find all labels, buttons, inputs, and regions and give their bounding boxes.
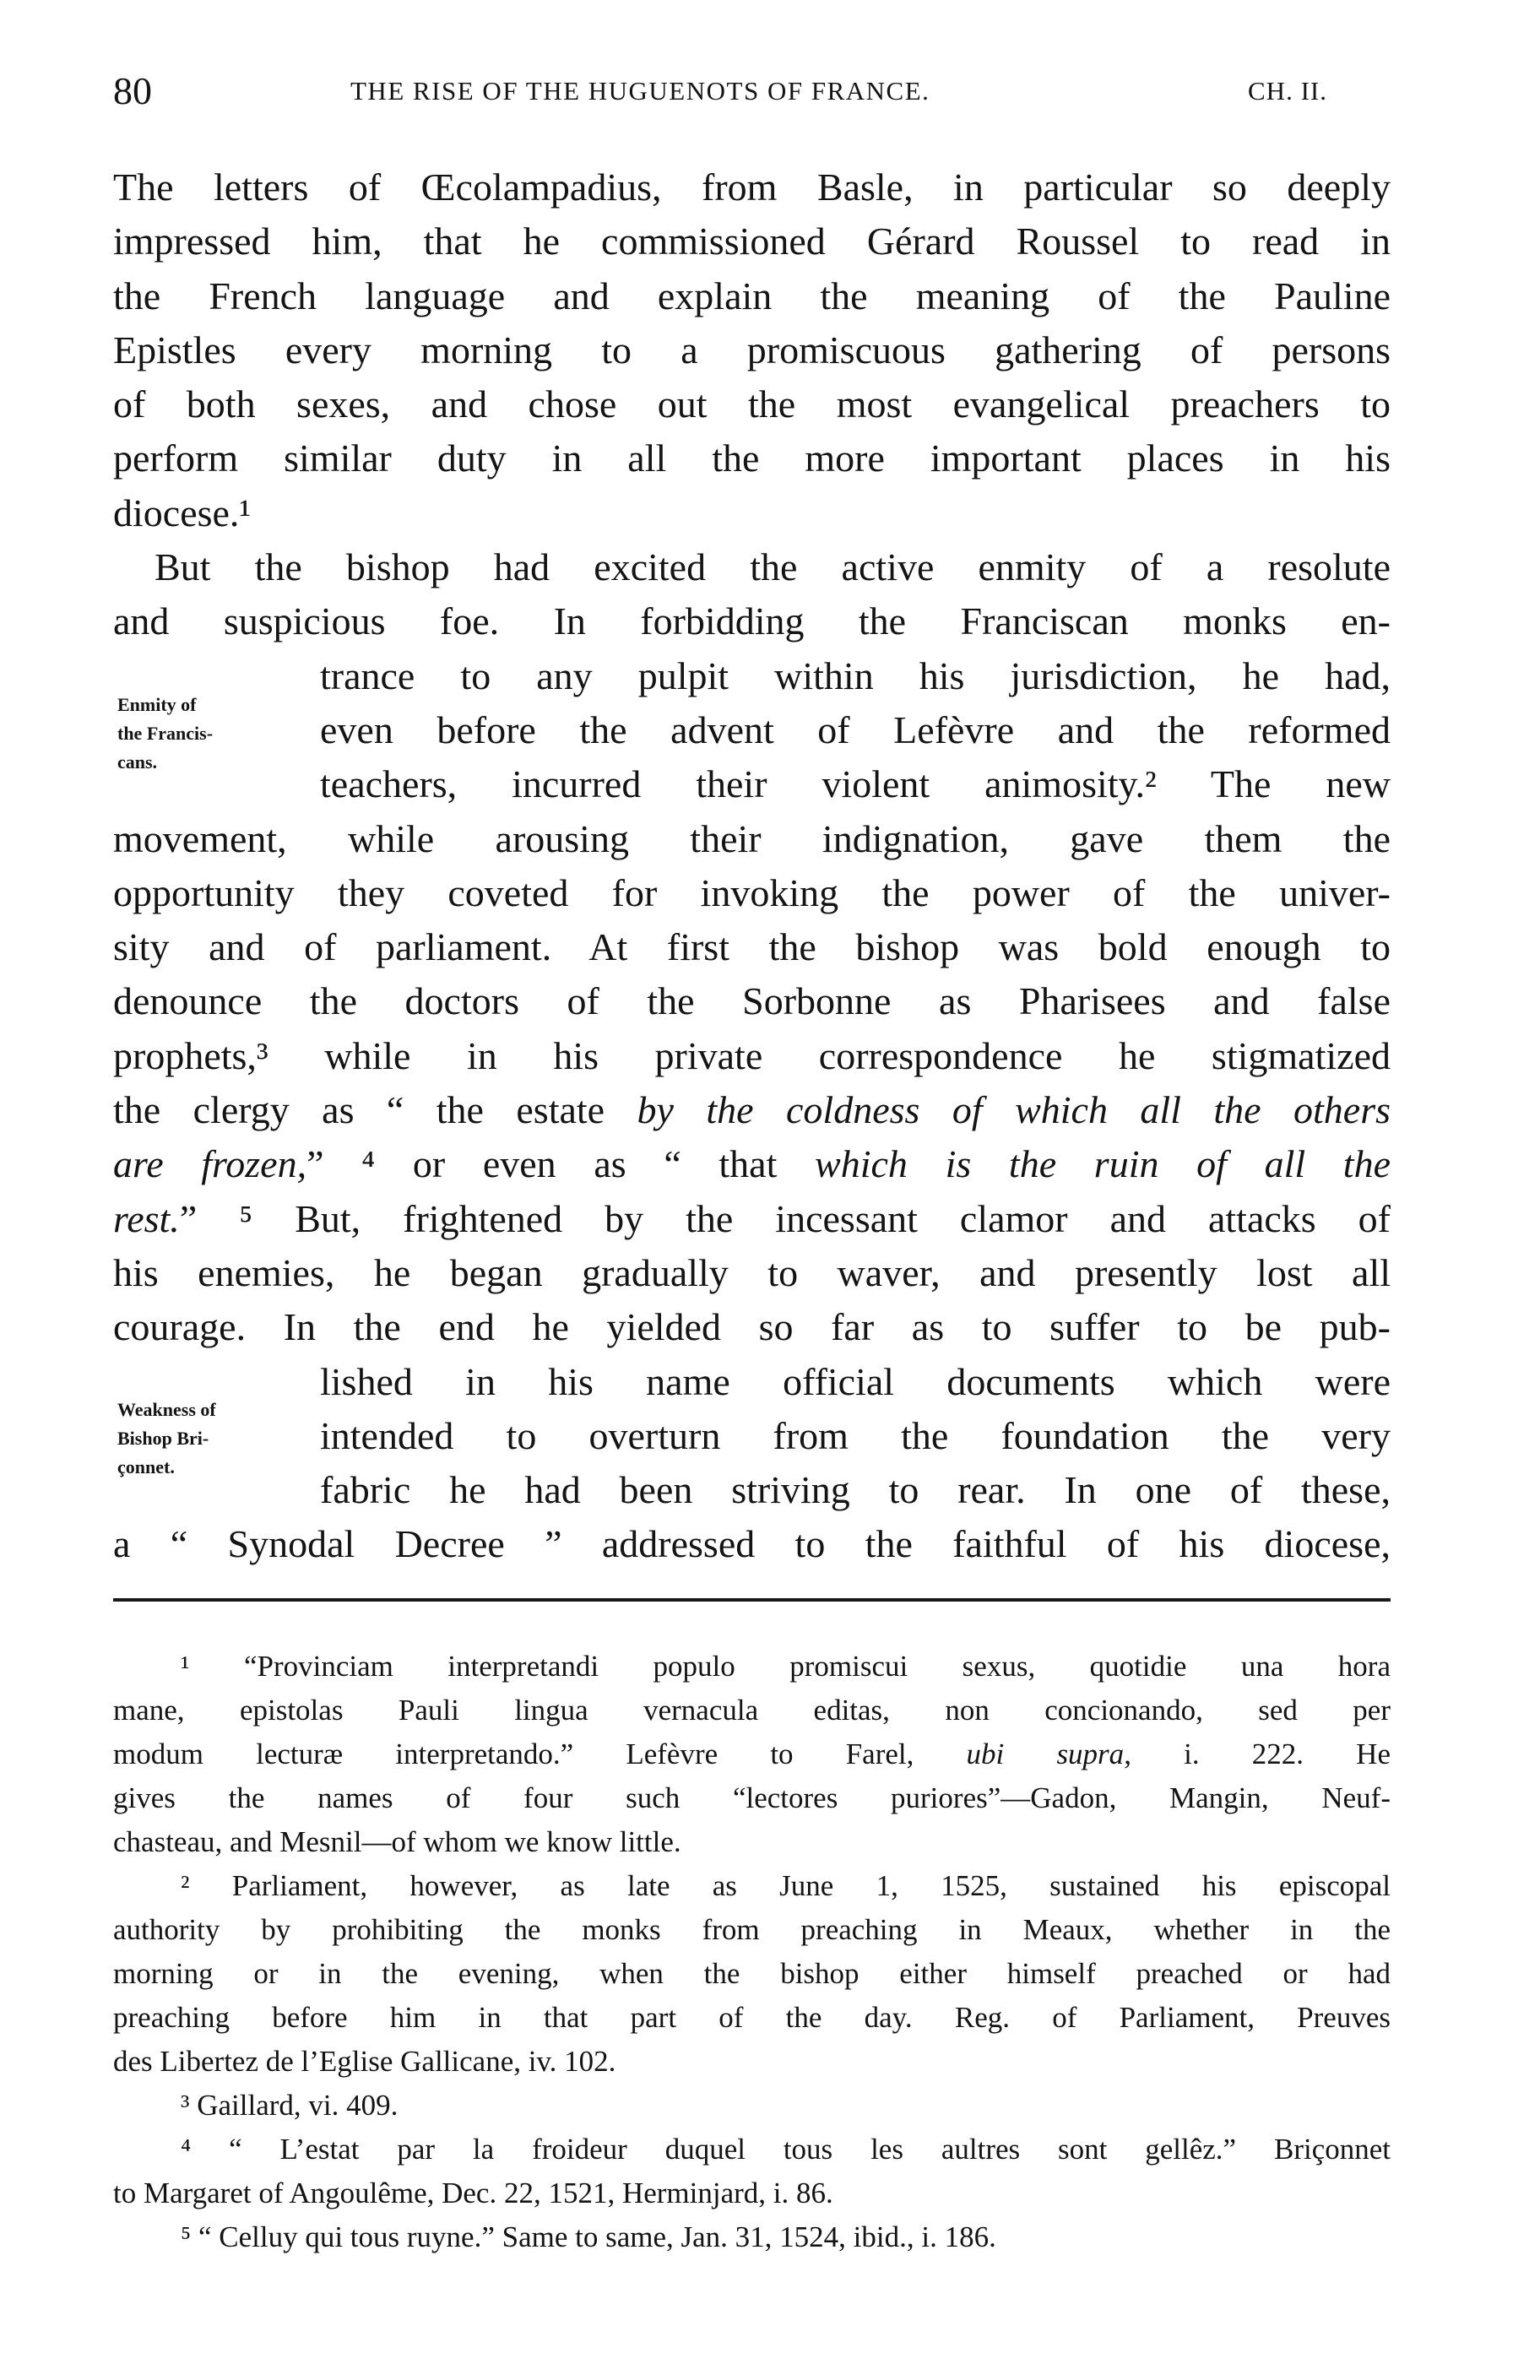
italic-quote: which is the ruin of all the: [815, 1142, 1391, 1186]
footnote-line: [113, 1732, 1391, 1776]
text-line: The letters of Œcolampadius, from Basle, in particular so deeply: [113, 165, 1391, 209]
text-line: movement, while arousing their indignation, gave them the: [113, 816, 1391, 860]
text-line: diocese.¹: [113, 491, 252, 534]
text-segment: , i. 222. He: [1124, 1738, 1391, 1770]
running-title: THE RISE OF THE HUGUENOTS OF FRANCE.: [350, 76, 930, 106]
text-line: fabric he had been striving to rear. In one of these,: [320, 1468, 1391, 1512]
text-line: the French language and explain the meaning of the Pauline: [113, 274, 1391, 317]
margin-note-weakness: [117, 1396, 216, 1482]
footnote-line: ¹ “Provinciam interpretandi populo promiscui sexus, quotidie una hora: [181, 1650, 1391, 1683]
footnote-line: morning or in the evening, when the bishop either himself preached or had: [113, 1957, 1391, 1990]
text-segment: the clergy as “ the estate: [113, 1088, 637, 1132]
italic-citation: ubi supra: [966, 1738, 1125, 1770]
text-line: of both sexes, and chose out the most evangelical preachers to: [113, 382, 1391, 426]
footnote-line: preaching before him in that part of the day. Reg. of Parliament, Preuves: [113, 2001, 1391, 2034]
footnotes: [113, 1645, 1391, 2259]
text-line: teachers, incurred their violent animosity.² The new: [320, 762, 1391, 806]
text-segment: ” ⁴ or even as “ that: [306, 1142, 816, 1186]
text-line: lished in his name official documents which were: [320, 1359, 1391, 1403]
margin-note-enmity: [117, 691, 213, 777]
italic-quote: are frozen,: [113, 1142, 307, 1186]
text-line: sity and of parliament. At first the bishop was bold enough to: [113, 925, 1391, 969]
text-line: prophets,³ while in his private correspondence he stigmatized: [113, 1033, 1391, 1077]
text-line: trance to any pulpit within his jurisdiction, he had,: [320, 653, 1391, 697]
text-line: denounce the doctors of the Sorbonne as Pharisees and false: [113, 979, 1391, 1023]
footnote-line: ⁵ “ Celluy qui tous ruyne.” Same to same, Jan. 31, 1524, ibid., i. 186.: [181, 2220, 996, 2253]
text-line: and suspicious foe. In forbidding the Franciscan monks en-: [113, 599, 1391, 643]
footnote-line: authority by prohibiting the monks from preaching in Meaux, whether in the: [113, 1913, 1391, 1946]
footnote-line: ⁴ “ L’estat par la froideur duquel tous les aultres sont gellêz.” Briçonnet: [181, 2133, 1391, 2166]
page-number: 80: [113, 69, 152, 112]
margin-note-line: Weakness of: [117, 1399, 216, 1420]
footnote-line: gives the names of four such “lectores puriores”—Gadon, Mangin, Neuf-: [113, 1781, 1391, 1814]
text-segment: ” ⁵ But, frightened by the incessant clamor and attacks of: [179, 1196, 1391, 1240]
footnote-divider: [113, 1598, 1391, 1602]
text-line: [113, 1192, 1391, 1246]
italic-quote: by the coldness of which all the others: [637, 1088, 1391, 1132]
italic-quote: rest.: [113, 1196, 180, 1240]
text-line: [113, 1083, 1391, 1137]
text-line: opportunity they coveted for invoking the power of the univer-: [113, 870, 1391, 914]
footnote-line: ² Parliament, however, as late as June 1, 1525, sustained his episcopal: [181, 1869, 1391, 1902]
text-line: even before the advent of Lefèvre and the reformed: [320, 707, 1391, 751]
margin-note-line: Bishop Bri-: [117, 1428, 209, 1449]
text-line: impressed him, that he commissioned Gérard Roussel to read in: [113, 220, 1391, 263]
text-line: But the bishop had excited the active enmity of a resolute: [155, 545, 1391, 589]
text-segment: modum lecturæ interpretando.” Lefèvre to Farel,: [113, 1738, 967, 1770]
text-line: courage. In the end he yielded so far as to suffer to be pub-: [113, 1305, 1391, 1349]
footnote-line: to Margaret of Angoulême, Dec. 22, 1521, Herminjard, i. 86.: [113, 2177, 833, 2209]
text-line: intended to overturn from the foundation the very: [320, 1413, 1391, 1457]
margin-note-line: cans.: [117, 751, 158, 773]
margin-note-line: Enmity of: [117, 694, 197, 715]
text-line: a “ Synodal Decree ” addressed to the faithful of his diocese,: [113, 1522, 1391, 1566]
text-line: his enemies, he began gradually to waver, and presently lost all: [113, 1250, 1391, 1294]
text-line: [113, 1137, 1391, 1191]
footnote-line: mane, epistolas Pauli lingua vernacula editas, non concionando, sed per: [113, 1694, 1391, 1727]
text-line: perform similar duty in all the more important places in his: [113, 436, 1391, 480]
chapter-label: CH. II.: [1248, 76, 1327, 106]
margin-note-line: the Francis-: [117, 723, 214, 744]
margin-note-line: çonnet.: [117, 1456, 175, 1477]
footnote-line: chasteau, and Mesnil—of whom we know little.: [113, 1825, 681, 1858]
footnote-line: des Libertez de l’Eglise Gallicane, iv. 102.: [113, 2045, 616, 2078]
body-text: [113, 160, 1391, 1572]
footnote-line: ³ Gaillard, vi. 409.: [181, 2089, 399, 2122]
text-line: Epistles every morning to a promiscuous gathering of persons: [113, 328, 1391, 371]
